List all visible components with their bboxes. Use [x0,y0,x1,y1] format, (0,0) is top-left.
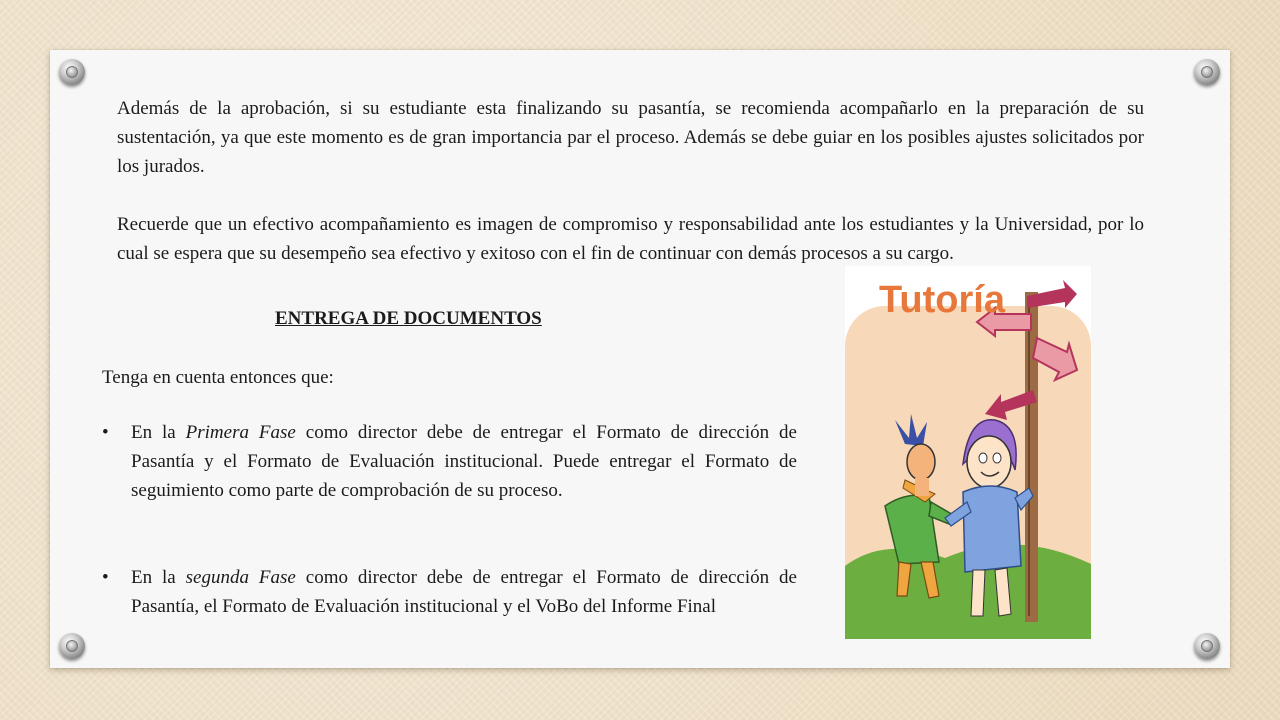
bullet-list-first [102,418,797,505]
bullet-marker: • [102,567,109,588]
section-intro: Tenga en cuenta entonces que: [102,367,334,388]
bullet-text-phase: segunda Fase [185,567,296,588]
bullet-text-post: como director debe de entregar el Formato de dirección de Pasantía y el Formato de Evaluación institucional. Puede entregar el Formato de seguimiento como parte de comprobación de su proceso. [131,422,797,501]
bullet-text-post: como director debe de entregar el Formato de dirección de Pasantía, el Formato de Evaluación institucional y el VoBo del Informe Final [131,567,797,617]
tutoria-illustration [845,266,1091,639]
list-item-second-phase [102,563,797,621]
section-title: ENTREGA DE DOCUMENTOS [275,308,542,329]
bullet-text-pre: En la [131,422,186,443]
tutoria-caption: Tutoría [879,279,1005,321]
paragraph-accompaniment: Recuerde que un efectivo acompañamiento es imagen de compromiso y responsabilidad ante los estudiantes y la Universidad, por lo cual se espera que su desempeño sea efectivo y exitoso con el fin de continuar con demás procesos a su cargo. [117,214,1144,264]
pushpin-top-left-icon [59,59,85,85]
bullet-text-pre: En la [131,567,186,588]
bullet-list-second [102,563,797,621]
pushpin-top-right-icon [1194,59,1220,85]
paragraph-approval: Además de la aprobación, si su estudiante esta finalizando su pasantía, se recomienda acompañarlo en la preparación de su sustentación, ya que este momento es de gran importancia par el proceso. Además se debe guiar en los posibles ajustes solicitados por los jurados. [117,98,1144,177]
pushpin-bottom-left-icon [59,633,85,659]
bullet-text-phase: Primera Fase [185,422,296,443]
list-item-first-phase [102,418,797,505]
pushpin-bottom-right-icon [1194,633,1220,659]
bullet-marker: • [102,422,109,443]
